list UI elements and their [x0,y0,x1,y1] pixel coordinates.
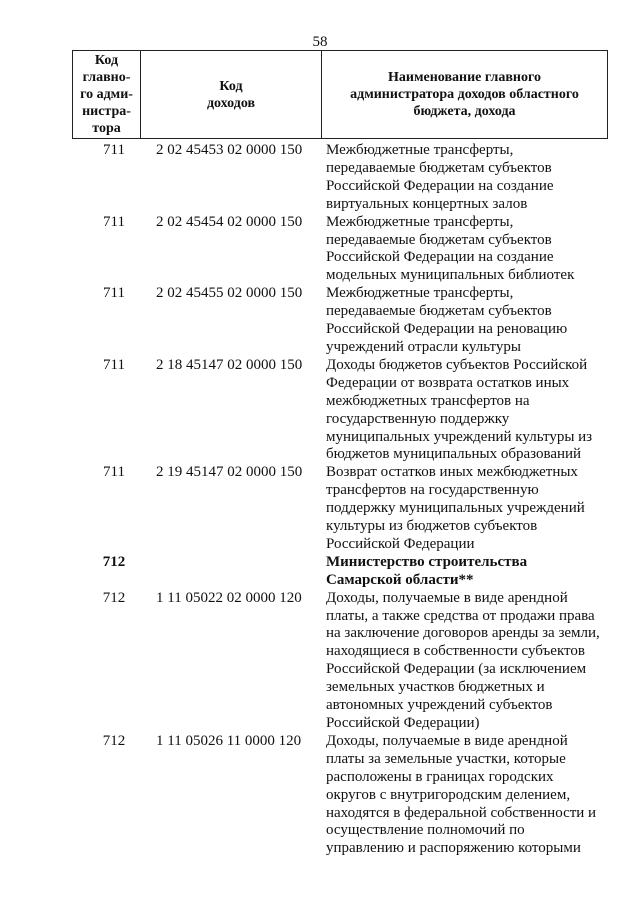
name-line: Российской Федерации на создание [326,177,554,194]
table-row [72,590,608,733]
name-line: государственную поддержку [326,410,510,427]
name-line: расположены в границах городских [326,768,554,785]
table-row [72,214,608,286]
name-line: находятся в федеральной собственности и [326,804,597,821]
income-code-cell: 2 19 45147 02 0000 150 [156,464,303,481]
name-line: Российской Федерации на реновацию [326,321,568,338]
name-line: Доходы, получаемые в виде арендной [326,589,568,606]
table-row [72,464,608,554]
name-line: бюджетов муниципальных образований [326,446,582,463]
name-line: платы за земельные участки, которые [326,750,566,767]
income-code-cell: 2 02 45453 02 0000 150 [156,142,303,158]
table-row [72,554,608,590]
header-name-label: Наименование главного администратора доходов областного бюджета, дохода [350,70,579,119]
header-admin-code [73,51,141,139]
name-line: передаваемые бюджетам субъектов [326,303,552,320]
name-line: Возврат остатков иных межбюджетных [326,464,578,481]
name-line: осуществление полномочий по [326,822,525,839]
income-code-cell [156,554,326,590]
table-body [72,142,608,858]
admin-code-cell: 712 [102,589,126,606]
name-line: платы, а также средства от продажи права [326,607,595,624]
table-row [72,285,608,357]
name-line: культуры из бюджетов субъектов [326,518,538,535]
name-line: Российской Федерации (за исключением [326,661,587,678]
income-code-cell: 1 11 05026 11 0000 120 [156,732,302,749]
name-line: муниципальных учреждений культуры из [326,428,593,445]
name-line: находящиеся в собственности субъектов [326,643,585,660]
name-line: управлению и распоряжению которыми [326,840,581,857]
name-cell [326,590,608,733]
name-line: Доходы, получаемые в виде арендной [326,732,568,749]
name-cell [326,142,608,214]
name-cell [326,733,608,858]
name-line: передаваемые бюджетам субъектов [326,159,552,176]
income-code-cell: 1 11 05022 02 0000 120 [156,589,302,606]
name-line: Министерство строительства [326,553,528,570]
name-cell [326,554,608,590]
admin-code-cell: 711 [103,213,125,230]
name-line: межбюджетных трансфертов на [326,392,530,409]
name-line: виртуальных концертных залов [326,195,528,212]
name-line: учреждений отрасли культуры [326,338,521,355]
header-name [322,51,608,139]
header-admin-code-label: Код главно- го адми- нистра- тора [80,53,133,136]
admin-code-cell: 712 [102,553,126,570]
income-code-cell: 2 02 45454 02 0000 150 [156,213,303,230]
name-line: автономных учреждений субъектов [326,697,553,714]
name-line: Федерации от возврата остатков иных [326,374,570,391]
header-income-code [141,51,322,139]
name-line: передаваемые бюджетам субъектов [326,231,552,248]
name-cell [326,214,608,286]
header-income-code-label: Код доходов [206,78,256,111]
name-line: Межбюджетные трансферты, [326,213,514,230]
name-line: земельных участков бюджетных и [326,679,545,696]
name-line: Межбюджетные трансферты, [326,142,514,158]
income-code-cell: 2 18 45147 02 0000 150 [156,356,303,373]
table-row [72,142,608,214]
name-line: поддержку муниципальных учреждений [326,500,585,517]
income-code-cell: 2 02 45455 02 0000 150 [156,285,303,302]
name-line: Доходы бюджетов субъектов Российской [326,356,588,373]
name-cell [326,357,608,464]
page-number: 58 [312,34,328,50]
name-line: Межбюджетные трансферты, [326,285,514,302]
admin-code-cell: 711 [103,464,125,481]
table-header [72,50,608,139]
admin-code-cell: 711 [103,142,125,158]
name-line: трансфертов на государственную [326,482,539,499]
name-line: модельных муниципальных библиотек [326,267,575,284]
table-row [72,733,608,858]
name-line: Российской Федерации [326,535,475,552]
table-row [72,357,608,464]
name-line: округов с внутригородским делением, [326,786,571,803]
name-cell [326,464,608,554]
name-cell [326,285,608,357]
admin-code-cell: 711 [103,356,125,373]
name-line: Российской Федерации на создание [326,249,554,266]
admin-code-cell: 711 [103,285,125,302]
name-line: на заключение договоров аренды за земли, [326,625,600,642]
admin-code-cell: 712 [102,732,126,749]
name-line: Российской Федерации) [326,715,480,731]
name-line: Самарской области** [326,571,474,588]
